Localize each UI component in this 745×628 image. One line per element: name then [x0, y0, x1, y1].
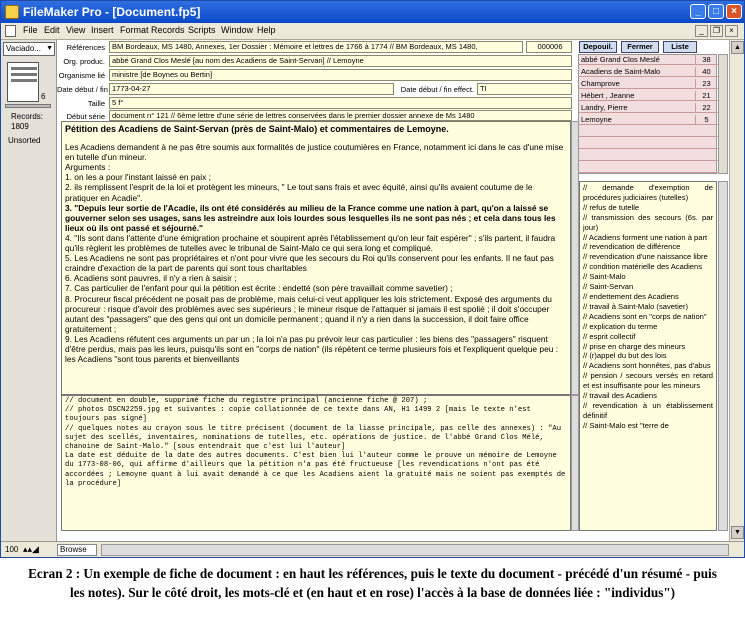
keyword: // refus de tutelle	[583, 202, 640, 212]
keywords-scrollbar[interactable]	[718, 181, 728, 531]
keyword: // Saint-Malo est "terre de	[583, 420, 669, 430]
portal-row[interactable]	[579, 55, 718, 65]
keyword: // travail des Acadiens	[583, 391, 657, 401]
keyword: // Acadiens forment une nation à part	[583, 232, 708, 242]
producer-label: Org. produc.	[63, 57, 105, 66]
series-start-label: Début série	[66, 112, 105, 121]
effective-dates-label: Date début / fin effect.	[400, 85, 474, 94]
bottom-bar	[1, 541, 744, 557]
book-ring-icon	[11, 79, 37, 82]
summary-paragraph: 7. Cas particulier de l'enfant pour qui la pétition est écrite : endetté (son père travaillait comme savetier) ;	[65, 283, 453, 294]
keyword: // esprit collectif	[583, 331, 636, 341]
size-label: Taille	[87, 99, 105, 108]
summary-paragraph: 3. "Depuis leur sortie de l'Acadie, ils ont été considérés au milieu de la France comme une nation à part, qu'on a laissé se gouverner selon ses usages, sans les astreindre aux lois lourdes sous lesquelles ils ne sont pas nés ; et cela dans tous les lieux où ils ont passé et séjourné."	[65, 202, 556, 233]
status-area	[1, 40, 57, 541]
menu-file[interactable]: File	[23, 25, 38, 35]
notes-scrollbar[interactable]	[571, 395, 579, 531]
depouil-button[interactable]: Depouil.	[579, 41, 617, 53]
summary-paragraph: Arguments :	[65, 162, 111, 173]
portal-row[interactable]	[579, 79, 718, 89]
close-button[interactable]: ×	[726, 4, 742, 19]
summary-paragraph: 5. Les Acadiens ne sont pas propriétaires et n'ont pour vivre que les secours du Roi qu'ils conservent pour les enfants. Il ne faut pas craindre d'exaction de la part de parents qui sont tous charitables	[65, 253, 554, 274]
producer-field[interactable]: abbé Grand Clos Meslé [au nom des Acadiens de Saint-Servan] // Lemoyne	[109, 55, 572, 67]
doc-minimize-button[interactable]: _	[695, 25, 708, 37]
portal-row-empty[interactable]	[579, 151, 718, 161]
menu-insert[interactable]: Insert	[91, 25, 114, 35]
keyword: // revendication à un établissement définitif	[583, 400, 713, 420]
book-ring-icon	[11, 73, 37, 76]
portal-row-name: Acadiens de Saint-Malo	[581, 67, 661, 76]
portal-row[interactable]	[579, 103, 718, 113]
record-slider[interactable]	[5, 104, 51, 108]
doc-restore-button[interactable]: ❐	[710, 25, 723, 37]
portal-row[interactable]	[579, 67, 718, 77]
record-number: 6	[41, 92, 46, 101]
chevron-down-icon: ▼	[46, 45, 53, 52]
filemaker-app-icon	[5, 5, 19, 19]
summary-paragraph: 8. Procureur fiscal précédent ne posait pas de problème, mais celui-ci veut appliquer les lois strictement. Exposé des arguments du procureur : risque d'avoir des problèmes avec ses supérieurs ; le mineur risque de l'attaquer si jamais il est spolié ; il doit s'occuper autant des "passagers" que des gens qui ont un domicile permanent ; quand il n'y a rien dans la succession, il doit faire office gratuitement ;	[65, 293, 552, 334]
keyword: // demande d'exemption de procédures judiciaires (tutelles)	[583, 183, 713, 202]
title-bar	[1, 1, 744, 23]
keyword: // condition matérielle des Acadiens	[583, 262, 703, 272]
individus-portal	[578, 54, 717, 174]
portal-row-name: Landry, Pierre	[581, 103, 628, 112]
keyword: // explication du terme	[583, 321, 658, 331]
portal-row-count: 21	[695, 91, 717, 101]
effective-dates-field[interactable]: TI	[477, 83, 572, 95]
keyword: // revendication d'une naissance libre	[583, 252, 708, 262]
portal-row-count: 38	[695, 55, 717, 65]
window-title: FileMaker Pro - [Document.fp5]	[23, 5, 201, 19]
keyword: // Acadiens sont honnêtes, pas d'abus	[583, 361, 711, 371]
menu-bar	[1, 23, 744, 40]
maximize-button[interactable]: □	[708, 4, 724, 19]
portal-row-empty[interactable]	[579, 139, 718, 149]
window-vertical-scrollbar[interactable]	[729, 40, 744, 541]
layout-selector[interactable]	[3, 42, 55, 56]
summary-field[interactable]	[61, 121, 571, 395]
linked-org-field[interactable]: ministre [de Boynes ou Bertin]	[109, 69, 572, 81]
keyword: // transmission des secours (6s. par jour)	[583, 212, 713, 232]
dates-field[interactable]: 1773-04-27	[109, 83, 394, 95]
keyword: // Acadiens sont en "corps de nation"	[583, 311, 707, 321]
mode-selector[interactable]: Browse	[57, 544, 97, 556]
summary-paragraph: Les Acadiens demandent à ne pas être soumis aux formalités de justice coutumières en France, notamment ici dans le cas d'une mise en tutelle d'un mineur.	[65, 142, 564, 163]
records-label	[11, 112, 43, 132]
menu-format[interactable]: Format	[120, 25, 149, 35]
summary-paragraph: 2. ils remplissent l'esprit de la loi et protègent les mineurs, " Le tout sans frais et avec équité, ainsi qu'ils avaient coutume de le pratiquer en Acadie".	[65, 182, 533, 203]
menu-help[interactable]: Help	[257, 25, 276, 35]
menu-records[interactable]: Records	[151, 25, 185, 35]
size-field[interactable]: 5 f°	[109, 97, 572, 109]
portal-row[interactable]	[579, 91, 718, 101]
menu-window[interactable]: Window	[221, 25, 254, 35]
horizontal-scrollbar[interactable]	[101, 544, 729, 556]
summary-paragraph: 1. on les a pour l'instant laissé en paix ;	[65, 172, 211, 183]
portal-row-empty[interactable]	[579, 163, 718, 173]
summary-paragraph: 9. Les Acadiens réfutent ces arguments un par un ; la loi n'a pas pu prévoir leur cas particulier : les biens des "passagers" risquent d'être perdus, mais pas les leurs, puisqu'ils sont en "corps de nation" (ils répètent ce terme plusieurs fois et l'expliquent quelque peu : les Acadiens "sont tous parents et bienveillants	[65, 333, 559, 365]
keywords-field[interactable]	[579, 181, 717, 531]
portal-scrollbar[interactable]	[718, 54, 728, 174]
keyword: // (r)appel du but des lois	[583, 351, 667, 361]
figure-caption: Ecran 2 : Un exemple de fiche de document : en haut les références, puis le texte du document - précédé d'un résumé - puis les notes). Sur le côté droit, les mots-clé et (en haut et en rose) l'accès à la base de données liée : "individus")	[28, 566, 717, 600]
records-label-text: Records:	[11, 112, 44, 121]
keyword: // pension / secours versés en retard et est insuffisante pour les mineurs	[583, 371, 713, 391]
keyword: // endettement des Acadiens	[583, 291, 679, 301]
portal-row-name: Champrove	[581, 79, 620, 88]
references-field[interactable]: BM Bordeaux, MS 1480, Annexes, 1er Dossier : Mémoire et lettres de 1766 à 1774 // BM Bordeaux, MS 1480,	[109, 41, 523, 53]
series-start-field[interactable]: document n° 121 // 6ème lettre d'une série de lettres conservées dans le premier dossier annexe de Ms 1480	[109, 110, 572, 121]
document-icon[interactable]	[5, 25, 16, 37]
notes-field[interactable]: // document en double, supprimé fiche du registre principal (ancienne fiche @ 207) ; // photos DSCN2259.jpg et suivantes : copie collationnée de ce texte dans AN, H1 1499 2 [mais le texte n'est toujours pas signé] // quelques notes au crayon sous le titre précisent (document de la liasse principale, pas celle des annexes) : "Au sujet des scellés, inventaires, nominations de tutelles, etc. opérations de justice. de l'abbé Grand Clos Mélé, chanoine de Saint-Malo." [sous entendrait que c'est lui l'auteur] La date est déduite de la date des autres documents. C'est bien lui l'auteur comme le prouve un mémoire de Lemoyne du 1773-08-06, qui affirme d'ailleurs que la pétition n'a pas été fructueuse [les revendications n'ont pas été accordées ; Lemoyne quant à lui avait demandé à ce que les Acadiens aient la gratuité mais ne soient pas exemptés de la procédure]	[61, 395, 571, 531]
scroll-up-icon[interactable]: ▲	[731, 41, 744, 54]
portal-row-count: 40	[695, 67, 717, 77]
doc-close-button[interactable]: ×	[725, 25, 738, 37]
portal-row-count: 22	[695, 103, 717, 113]
dates-label: Date début / fin	[57, 85, 108, 94]
keyword: // Saint-Servan	[583, 282, 634, 292]
references-label: Références	[66, 43, 105, 52]
keyword: // prise en charge des mineurs	[583, 341, 686, 351]
record-layout	[57, 40, 729, 541]
menu-scripts[interactable]: Scripts	[188, 25, 216, 35]
keyword: // Saint-Malo	[583, 272, 626, 282]
linked-org-label: Organisme lié	[58, 71, 105, 80]
record-id-field[interactable]: 000006	[526, 41, 572, 53]
sort-status: Unsorted	[8, 136, 41, 145]
keyword: // revendication de différence	[583, 242, 681, 252]
zoom-controls-icon[interactable]: ▴▴◢	[23, 544, 39, 554]
menu-edit[interactable]: Edit	[44, 25, 60, 35]
scroll-down-icon[interactable]: ▼	[731, 526, 744, 539]
portal-row[interactable]	[579, 115, 718, 125]
zoom-level[interactable]: 100	[5, 545, 19, 554]
portal-row-count: 23	[695, 79, 717, 89]
fermer-button[interactable]: Fermer	[621, 41, 659, 53]
menu-view[interactable]: View	[66, 25, 86, 35]
keyword: // travail à Saint-Malo (savetier)	[583, 301, 689, 311]
portal-row-name: abbé Grand Clos Meslé	[581, 55, 660, 64]
records-count: 1809	[11, 122, 29, 131]
record-book-icon[interactable]	[7, 62, 39, 102]
summary-scrollbar[interactable]	[571, 121, 579, 395]
portal-row-name: Lemoyne	[581, 115, 612, 124]
summary-paragraph: 4. "Ils sont dans l'attente d'une émigration prochaine et soupirent après l'établissement qu'on leur fait espérer" ; s'ils partent, il faudra qu'ils règlent les problèmes de tutelles avec le tribunal de Saint-Malo ce qui sera long et compliqué.	[65, 232, 556, 254]
portal-row-empty[interactable]	[579, 127, 718, 137]
summary-title: Pétition des Acadiens de Saint-Servan (près de Saint-Malo) et commentaires de Lemoyne.	[65, 124, 449, 134]
minimize-button[interactable]: _	[690, 4, 706, 19]
portal-row-name: Hébert , Jeanne	[581, 91, 635, 100]
liste-button[interactable]: Liste	[663, 41, 697, 53]
layout-name: Vaciado...	[6, 44, 41, 53]
book-ring-icon	[11, 67, 37, 70]
summary-paragraph: 6. Acadiens sont pauvres, il n'y a rien à saisir ;	[65, 273, 237, 284]
portal-row-count: 5	[695, 115, 717, 125]
